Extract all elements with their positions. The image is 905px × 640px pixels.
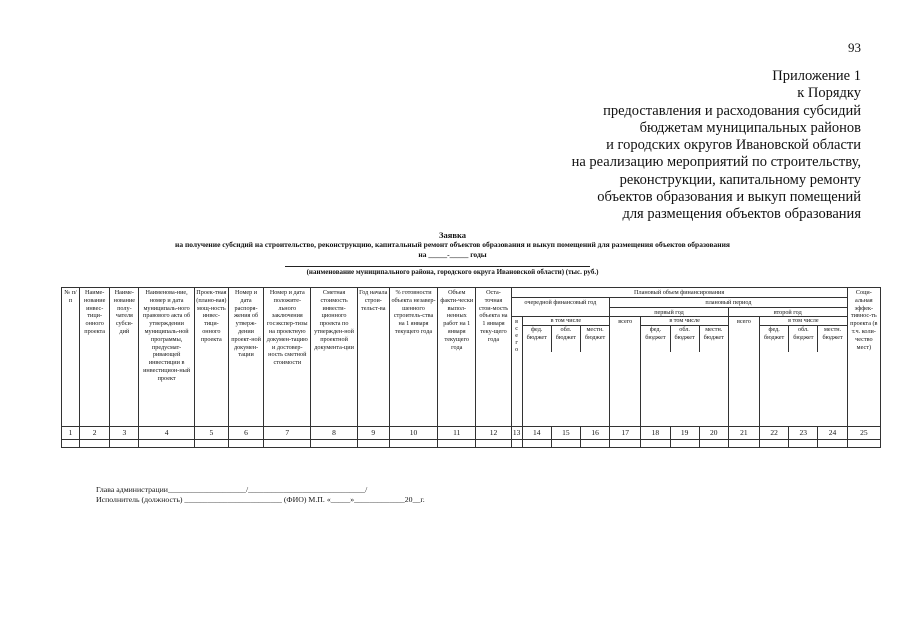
including-label: в том числе (641, 317, 728, 326)
reg-budget-label: обл. бюджет (671, 326, 700, 352)
column-number: 7 (264, 427, 311, 440)
column-number: 8 (311, 427, 357, 440)
local-budget-label: местн. бюджет (822, 326, 843, 341)
appendix-line: к Порядку (797, 85, 861, 102)
request-subtitle: на получение субсидий на строительство, реконструкцию, капитальный ремонт объектов образования и выкуп помещений для размещения объектов образования (175, 240, 730, 249)
column-number: 24 (818, 427, 847, 440)
appendix-line: предоставления и расходования субсидий (603, 102, 861, 119)
column-number: 25 (847, 427, 880, 440)
column-number: 16 (580, 427, 609, 440)
col-header-recipient: Наиме-нование полу-чателя субси-дий (110, 288, 139, 427)
col-header-municipal-program: Наименова-ние, номер и дата муниципаль-ного правового акта об утверждении муниципаль-ной программы, предусмат-ривающей инвестиции в инвестицион-ный проект (139, 288, 194, 427)
col-header-remaining-cost: Оста-точная стои-мость объекта на 1 января теку-щего года (476, 288, 511, 427)
col-header-including-second-year (760, 317, 848, 427)
request-period: на _____-_____ годы (418, 250, 487, 259)
empty-data-row (62, 440, 881, 448)
municipality-name-line (285, 266, 590, 267)
col-header-total-first-year: всего (610, 317, 641, 427)
column-number: 19 (670, 427, 699, 440)
col-header-second-year: второй год (728, 307, 847, 317)
col-header-total-second-year: всего (728, 317, 759, 427)
appendix-header (441, 68, 861, 224)
column-number: 13 (511, 427, 522, 440)
column-number: 11 (438, 427, 476, 440)
fed-budget-label: фед. бюджет (641, 326, 670, 352)
fed-budget-label: фед. бюджет (523, 326, 552, 352)
column-number: 9 (357, 427, 389, 440)
column-number: 22 (760, 427, 789, 440)
column-number: 3 (110, 427, 139, 440)
col-header-including-first-year (641, 317, 729, 427)
appendix-line: Приложение 1 (772, 68, 861, 84)
request-caption: (наименование муниципального района, городского округа Ивановской области) (тыс. руб.) (306, 268, 599, 276)
appendix-line: бюджетам муниципальных районов (639, 119, 861, 136)
appendix-line: реконструкции, капитальному ремонту (619, 171, 861, 188)
column-number: 1 (62, 427, 80, 440)
fed-budget-label: фед. бюджет (760, 326, 789, 352)
col-header-design-capacity: Проек-тная (плано-вая) мощ-ность инвес-тици-онного проекта (194, 288, 228, 427)
col-header-order-number: Номер и дата распоря-жения об утверж-дении проект-ной докумен-тации (228, 288, 263, 427)
col-header-first-year: первый год (610, 307, 729, 317)
col-header-number: № п/п (62, 288, 80, 427)
column-number: 4 (139, 427, 194, 440)
col-header-social-efficiency: Соци-альная эффек-тивнос-ть проекта (в т.ч. коли-чество мест) (847, 288, 880, 427)
column-number: 15 (551, 427, 580, 440)
local-budget-label: местн. бюджет (703, 326, 724, 341)
col-header-total-next-year: всего (511, 317, 522, 427)
col-header-including-next-year (522, 317, 610, 427)
column-number: 2 (80, 427, 110, 440)
head-signature-line: Глава администрации____________________/______________________________/ (96, 485, 368, 494)
column-number: 23 (789, 427, 818, 440)
col-header-construction-year: Год начала строи-тельст-ва (357, 288, 389, 427)
col-header-work-volume: Объем факти-чески выпол-ненных работ на 1 января текущего года (438, 288, 476, 427)
column-number: 14 (522, 427, 551, 440)
col-header-planning-period: плановый период (610, 297, 848, 307)
including-label: в том числе (523, 317, 610, 326)
including-label: в том числе (760, 317, 847, 326)
request-title: Заявка (439, 230, 466, 240)
column-number: 5 (194, 427, 228, 440)
reg-budget-label: обл. бюджет (789, 326, 818, 352)
executor-signature-line: Исполнитель (должность) _________________________ (ФИО) М.П. «_____»_____________20__г. (96, 495, 425, 504)
page-number: 93 (848, 40, 861, 55)
column-number: 6 (228, 427, 263, 440)
appendix-line: объектов образования и выкуп помещений (597, 189, 861, 206)
appendix-line: для размещения объектов образования (622, 206, 861, 223)
col-header-readiness: % готовности объекта незавер-шенного строитель-ства на 1 января текущего года (389, 288, 437, 427)
column-number-row (62, 427, 881, 440)
reg-budget-label: обл. бюджет (552, 326, 581, 352)
appendix-line: на реализацию мероприятий по строительству, (571, 154, 861, 171)
column-number: 18 (641, 427, 670, 440)
column-number: 12 (476, 427, 511, 440)
col-header-investment-project: Наиме-нование инвес-тици-онного проекта (80, 288, 110, 427)
col-header-next-fiscal-year: очередной финансовый год (511, 297, 610, 317)
col-header-estimated-cost: Сметная стоимость инвести-ционного проекта по утвержден-ной проектной документа-ции (311, 288, 357, 427)
appendix-line: и городских округов Ивановской области (606, 137, 861, 154)
col-header-expertise-number: Номер и дата положите-льного заключения госэкспер-тизы на проектную докумен-тацию и достовер-ность сметной стоимости (264, 288, 311, 427)
column-number: 20 (699, 427, 728, 440)
col-header-planned-financing: Плановый объем финансирования (511, 288, 847, 298)
column-number: 17 (610, 427, 641, 440)
request-table (61, 287, 881, 448)
column-number: 10 (389, 427, 437, 440)
local-budget-label: местн. бюджет (584, 326, 606, 341)
column-number: 21 (728, 427, 759, 440)
